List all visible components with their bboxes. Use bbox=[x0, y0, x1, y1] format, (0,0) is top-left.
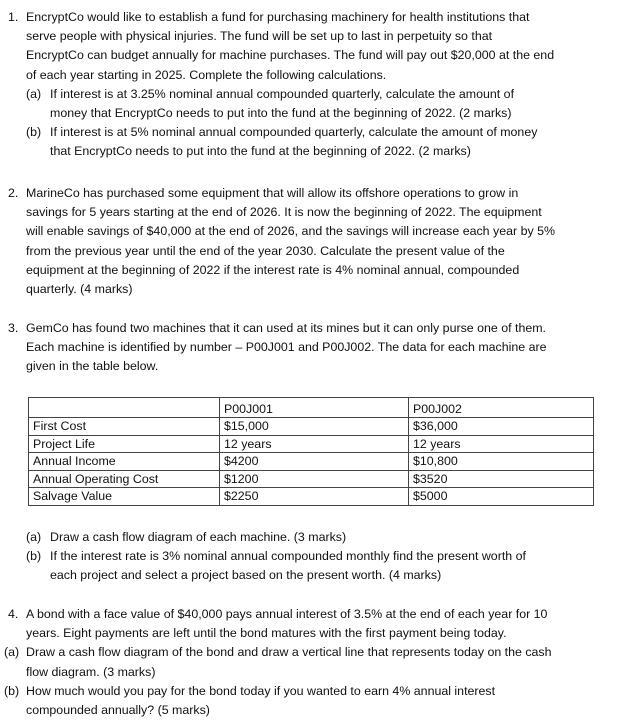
text-line: If interest is at 5% nominal annual compounded quarterly, calculate the amount of money bbox=[50, 125, 538, 140]
text-line: Draw a cash flow diagram of each machine. (3 marks) bbox=[50, 530, 347, 544]
text-line: given in the table below. bbox=[26, 359, 159, 374]
text-line: Draw a cash flow diagram of the bond and draw a vertical line that represents today on the cash bbox=[26, 645, 552, 660]
text-line: savings for 5 years starting at the end of 2026. It is now the beginning of 2022. The equipment bbox=[26, 205, 542, 220]
table-cell: 12 years bbox=[409, 435, 594, 453]
sub-question-b bbox=[26, 123, 618, 161]
table-header-cell: P00J001 bbox=[220, 398, 409, 418]
machine-data-table bbox=[28, 397, 594, 506]
table-cell: Project Life bbox=[29, 435, 220, 453]
text-line: serve people with physical injuries. The fund will be set up to last in perpetuity so that bbox=[26, 29, 493, 44]
question-number: 4. bbox=[8, 607, 19, 621]
text-line: will enable savings of $40,000 at the end of 2026, and the savings will increase each year by 5% bbox=[26, 224, 556, 239]
text-line: If the interest rate is 3% nominal annual compounded monthly find the present worth of bbox=[50, 549, 526, 564]
table-cell: Annual Operating Cost bbox=[29, 470, 220, 488]
text-line: MarineCo has purchased some equipment that will allow its offshore operations to grow in bbox=[26, 186, 519, 200]
question-number: 1. bbox=[8, 10, 19, 24]
table-cell: $5000 bbox=[409, 488, 594, 506]
table-cell: Annual Income bbox=[29, 453, 220, 471]
text-line: Each machine is identified by number – P00J001 and P00J002. The data for each machine are bbox=[26, 340, 547, 355]
sub-question-label: (a) bbox=[26, 530, 42, 544]
sub-question-label: (b) bbox=[26, 549, 42, 564]
sub-question-a bbox=[26, 528, 618, 547]
table-row bbox=[29, 435, 594, 453]
question-number: 2. bbox=[8, 186, 19, 200]
text-line: If interest is at 3.25% nominal annual compounded quarterly, calculate the amount of bbox=[50, 86, 515, 101]
text-line: equipment at the beginning of 2022 if the interest rate is 4% nominal annual, compounded bbox=[26, 262, 520, 277]
sub-question-b bbox=[26, 547, 618, 585]
sub-question-label: (b) bbox=[4, 683, 20, 698]
table-cell: 12 years bbox=[220, 435, 409, 453]
table-header-row bbox=[29, 398, 594, 418]
table-cell: $15,000 bbox=[220, 418, 409, 436]
table-cell: $4200 bbox=[220, 453, 409, 471]
table-cell: First Cost bbox=[29, 418, 220, 436]
table-cell: $36,000 bbox=[409, 418, 594, 436]
sub-question-a bbox=[4, 643, 618, 681]
text-line: compounded annually? (5 marks) bbox=[26, 703, 210, 718]
table-cell: $3520 bbox=[409, 470, 594, 488]
table-row bbox=[29, 470, 594, 488]
sub-question-label: (a) bbox=[4, 645, 20, 660]
text-line: each project and select a project based on the present worth. (4 marks) bbox=[50, 568, 442, 583]
question-text bbox=[26, 319, 618, 377]
text-line: that EncryptCo needs to put into the fund at the beginning of 2022. (2 marks) bbox=[50, 144, 471, 159]
text-line: money that EncryptCo needs to put into the fund at the beginning of 2022. (2 marks) bbox=[50, 106, 512, 121]
text-line: EncryptCo can budget annually for machine purchases. The fund will pay out $20,000 at the end bbox=[26, 48, 555, 63]
text-line: A bond with a face value of $40,000 pays annual interest of 3.5% at the end of each year for 10 bbox=[26, 607, 548, 621]
question-number: 3. bbox=[8, 321, 19, 335]
text-line: How much would you pay for the bond today if you wanted to earn 4% annual interest bbox=[26, 683, 496, 698]
text-line: GemCo has found two machines that it can used at its mines but it can only purse one of them. bbox=[26, 321, 546, 335]
table-cell: $10,800 bbox=[409, 453, 594, 471]
text-line: years. Eight payments are left until the bond matures with the first payment being today. bbox=[26, 626, 507, 641]
question-text bbox=[26, 184, 618, 299]
table-row bbox=[29, 488, 594, 506]
sub-question-b bbox=[4, 682, 618, 720]
table-header-cell bbox=[29, 398, 220, 418]
table-row bbox=[29, 453, 594, 471]
text-line: from the previous year until the end of the year 2030. Calculate the present value of the bbox=[26, 243, 505, 258]
sub-question-label: (b) bbox=[26, 125, 42, 140]
sub-question-label: (a) bbox=[26, 86, 42, 101]
text-line: EncryptCo would like to establish a fund for purchasing machinery for health institutions that bbox=[26, 10, 530, 24]
table-cell: $1200 bbox=[220, 470, 409, 488]
table-header-cell: P00J002 bbox=[409, 398, 594, 418]
table-cell: Salvage Value bbox=[29, 488, 220, 506]
text-line: quarterly. (4 marks) bbox=[26, 282, 133, 297]
text-line: flow diagram. (3 marks) bbox=[26, 664, 156, 679]
text-line: of each year starting in 2025. Complete the following calculations. bbox=[26, 67, 387, 82]
table-cell: $2250 bbox=[220, 488, 409, 506]
sub-question-a bbox=[26, 85, 618, 123]
table-row bbox=[29, 418, 594, 436]
question-text bbox=[26, 8, 618, 162]
question-text bbox=[4, 605, 618, 720]
